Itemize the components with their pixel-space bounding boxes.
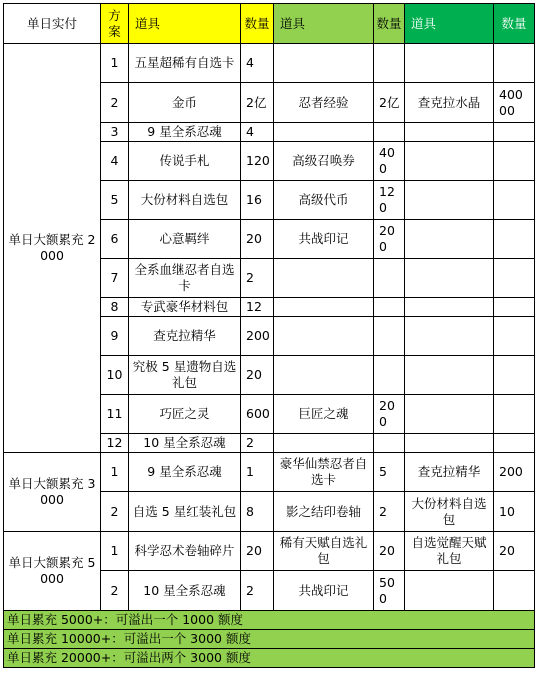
item-cell: 自选 5 星红装礼包 xyxy=(129,492,241,532)
item-cell: 巨匠之魂 xyxy=(274,395,374,434)
qty-cell: 4 xyxy=(241,44,274,83)
item-cell: 巧匠之灵 xyxy=(129,395,241,434)
footer-note: 单日累充 20000+：可溢出两个 3000 额度 xyxy=(4,649,535,668)
qty-cell: 1 xyxy=(241,453,274,492)
qty-cell: 200 xyxy=(241,317,274,356)
qty-cell: 2 xyxy=(241,434,274,453)
qty-cell: 200 xyxy=(494,453,535,492)
qty-cell: 2 xyxy=(374,492,405,532)
header-qty-3: 数量 xyxy=(494,4,535,44)
plan-cell: 1 xyxy=(101,453,129,492)
qty-cell: 2 xyxy=(241,571,274,611)
plan-cell: 10 xyxy=(101,356,129,395)
item-cell: 查克拉精华 xyxy=(129,317,241,356)
item-cell xyxy=(405,434,494,453)
plan-cell: 2 xyxy=(101,83,129,123)
header-row xyxy=(4,4,535,44)
footer-note: 单日累充 5000+：可溢出一个 1000 额度 xyxy=(4,611,535,630)
qty-cell xyxy=(494,395,535,434)
plan-cell: 7 xyxy=(101,259,129,298)
item-cell xyxy=(274,356,374,395)
header-plan: 方案 xyxy=(101,4,129,44)
table-row xyxy=(4,532,535,571)
qty-cell xyxy=(374,123,405,142)
qty-cell: 120 xyxy=(241,142,274,181)
qty-cell xyxy=(374,356,405,395)
qty-cell: 20 xyxy=(241,220,274,259)
qty-cell xyxy=(374,317,405,356)
qty-cell xyxy=(494,220,535,259)
plan-cell: 4 xyxy=(101,142,129,181)
item-cell: 查克拉精华 xyxy=(405,453,494,492)
qty-cell xyxy=(494,181,535,220)
qty-cell xyxy=(494,298,535,317)
item-cell: 9 星全系忍魂 xyxy=(129,453,241,492)
qty-cell: 2亿 xyxy=(241,83,274,123)
qty-cell: 20 xyxy=(241,532,274,571)
qty-cell xyxy=(494,44,535,83)
item-cell xyxy=(405,356,494,395)
qty-cell xyxy=(374,259,405,298)
plan-cell: 6 xyxy=(101,220,129,259)
item-cell: 心意羁绊 xyxy=(129,220,241,259)
item-cell: 共战印记 xyxy=(274,220,374,259)
qty-cell: 2亿 xyxy=(374,83,405,123)
item-cell: 大份材料自选包 xyxy=(129,181,241,220)
item-cell: 忍者经验 xyxy=(274,83,374,123)
qty-cell: 120 xyxy=(374,181,405,220)
item-cell: 金币 xyxy=(129,83,241,123)
item-cell: 全系血继忍者自选卡 xyxy=(129,259,241,298)
qty-cell: 20 xyxy=(494,532,535,571)
item-cell: 10 星全系忍魂 xyxy=(129,434,241,453)
qty-cell: 16 xyxy=(241,181,274,220)
item-cell xyxy=(274,298,374,317)
qty-cell xyxy=(494,571,535,611)
qty-cell xyxy=(374,44,405,83)
plan-cell: 8 xyxy=(101,298,129,317)
qty-cell: 200 xyxy=(374,220,405,259)
header-item-3: 道具 xyxy=(405,4,494,44)
header-qty-2: 数量 xyxy=(374,4,405,44)
item-cell: 大份材料自选包 xyxy=(405,492,494,532)
qty-cell: 20 xyxy=(374,532,405,571)
qty-cell: 5 xyxy=(374,453,405,492)
item-cell xyxy=(274,434,374,453)
qty-cell: 200 xyxy=(374,395,405,434)
qty-cell: 400 xyxy=(374,142,405,181)
qty-cell: 4 xyxy=(241,123,274,142)
qty-cell xyxy=(494,259,535,298)
item-cell xyxy=(405,123,494,142)
qty-cell xyxy=(494,142,535,181)
item-cell: 高级代币 xyxy=(274,181,374,220)
item-cell: 9 星全系忍魂 xyxy=(129,123,241,142)
plan-cell: 2 xyxy=(101,571,129,611)
item-cell xyxy=(274,317,374,356)
footer-row xyxy=(4,630,535,649)
plan-cell: 5 xyxy=(101,181,129,220)
item-cell xyxy=(405,395,494,434)
header-qty-1: 数量 xyxy=(241,4,274,44)
tier-label: 单日大额累充 2000 xyxy=(4,44,101,453)
item-cell: 影之结印卷轴 xyxy=(274,492,374,532)
item-cell xyxy=(405,142,494,181)
reward-table xyxy=(3,3,535,668)
qty-cell: 12 xyxy=(241,298,274,317)
qty-cell: 600 xyxy=(241,395,274,434)
item-cell xyxy=(274,123,374,142)
qty-cell xyxy=(494,317,535,356)
item-cell xyxy=(405,220,494,259)
item-cell: 稀有天赋自选礼包 xyxy=(274,532,374,571)
qty-cell xyxy=(374,298,405,317)
item-cell: 10 星全系忍魂 xyxy=(129,571,241,611)
table-row xyxy=(4,44,535,83)
item-cell: 五星超稀有自选卡 xyxy=(129,44,241,83)
footer-row xyxy=(4,611,535,630)
plan-cell: 11 xyxy=(101,395,129,434)
item-cell xyxy=(274,44,374,83)
item-cell: 自选觉醒天赋礼包 xyxy=(405,532,494,571)
item-cell: 共战印记 xyxy=(274,571,374,611)
tier-label: 单日大额累充 3000 xyxy=(4,453,101,532)
plan-cell: 1 xyxy=(101,532,129,571)
qty-cell xyxy=(494,356,535,395)
item-cell xyxy=(405,317,494,356)
plan-cell: 1 xyxy=(101,44,129,83)
item-cell xyxy=(405,181,494,220)
item-cell: 高级召唤券 xyxy=(274,142,374,181)
footer-note: 单日累充 10000+：可溢出一个 3000 额度 xyxy=(4,630,535,649)
item-cell: 传说手札 xyxy=(129,142,241,181)
plan-cell: 3 xyxy=(101,123,129,142)
header-item-2: 道具 xyxy=(274,4,374,44)
qty-cell: 500 xyxy=(374,571,405,611)
item-cell: 科学忍术卷轴碎片 xyxy=(129,532,241,571)
qty-cell: 10 xyxy=(494,492,535,532)
qty-cell: 20 xyxy=(241,356,274,395)
qty-cell: 400 00 xyxy=(494,83,535,123)
item-cell: 查克拉水晶 xyxy=(405,83,494,123)
table-row xyxy=(4,453,535,492)
qty-cell xyxy=(494,434,535,453)
qty-cell: 8 xyxy=(241,492,274,532)
footer-row xyxy=(4,649,535,668)
qty-cell: 2 xyxy=(241,259,274,298)
item-cell xyxy=(405,298,494,317)
item-cell: 豪华仙禁忍者自选卡 xyxy=(274,453,374,492)
item-cell: 专武豪华材料包 xyxy=(129,298,241,317)
item-cell xyxy=(405,259,494,298)
header-daily-payment: 单日实付 xyxy=(4,4,101,44)
plan-cell: 2 xyxy=(101,492,129,532)
item-cell xyxy=(405,44,494,83)
item-cell xyxy=(405,571,494,611)
item-cell xyxy=(274,259,374,298)
tier-label: 单日大额累充 5000 xyxy=(4,532,101,611)
item-cell: 究极 5 星遗物自选礼包 xyxy=(129,356,241,395)
qty-cell xyxy=(374,434,405,453)
plan-cell: 12 xyxy=(101,434,129,453)
qty-cell xyxy=(494,123,535,142)
header-item-1: 道具 xyxy=(129,4,241,44)
plan-cell: 9 xyxy=(101,317,129,356)
